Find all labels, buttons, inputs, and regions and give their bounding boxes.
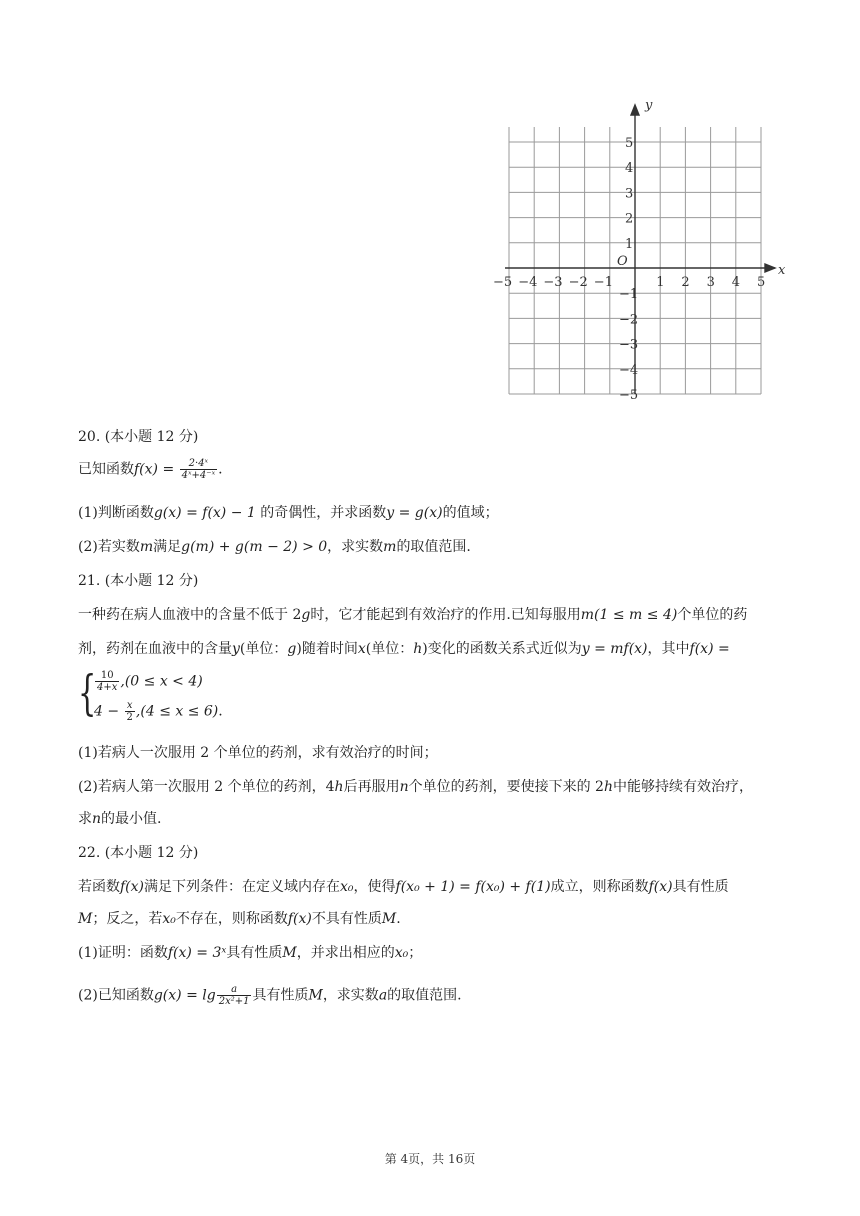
q22-p2-text-4: 的取值范围. [387, 987, 462, 1004]
q21-piece2-cond: ,(4 ≤ x ≤ 6) [135, 703, 219, 720]
q21-p1-text: (1)若病人一次服用 2 个单位的药剂，求有效治疗的时间； [78, 745, 438, 761]
y-axis-label: y [645, 98, 653, 113]
q20-p2-math-m: m [139, 539, 154, 555]
q20-p2-math-ineq: g(m) + g(m − 2) > 0 [181, 539, 328, 555]
q21-part-2-cont [78, 808, 798, 830]
q22-p1-math-f: f(x) = 3ˣ [167, 945, 227, 961]
q22-heading: 22. (本小题 12 分) [78, 845, 199, 861]
q20-intro-suffix: . [218, 461, 223, 478]
y-tick-label: −3 [619, 337, 639, 353]
q21-piece2-num: x [125, 700, 135, 712]
x-tick-label: −4 [518, 275, 538, 290]
origin-label: O [617, 254, 628, 269]
question-21 [78, 570, 798, 592]
q22-p1-text-3: ，并求出相应的 [296, 945, 395, 961]
y-tick-label: 2 [625, 211, 634, 227]
q22-l2-text-3: 不具有性质 [311, 911, 382, 927]
q21-l1-text: 一种药在病人血液中的含量不低于 2 [78, 607, 302, 623]
piecewise-brace-icon: { [78, 665, 97, 721]
q20-frac-den: 4ˣ+4⁻ˣ [181, 470, 216, 481]
q22-l2-math-M: M [78, 911, 93, 927]
q21-l2-text-3: )随着时间 [296, 641, 358, 657]
q22-p1-math-x0: x₀ [394, 945, 409, 961]
y-tick-label: −1 [619, 287, 639, 303]
y-tick-label: 1 [625, 236, 634, 252]
q22-p2-math-M: M [308, 987, 323, 1004]
q20-p1-text-3: 的值域； [442, 505, 499, 521]
q21-p2-unit-h2: h [603, 779, 613, 795]
q21-l2-math-x: x [357, 641, 366, 657]
q20-part-1 [78, 502, 798, 524]
y-tick-label: 3 [625, 186, 634, 202]
q22-p2-math-a: a [378, 987, 388, 1004]
q22-l1-text-3: ，使得 [353, 879, 396, 895]
x-tick-label: 1 [656, 275, 665, 290]
y-tick-label: −5 [619, 388, 639, 403]
q20-p2-text: (2)若实数 [78, 539, 140, 555]
q21-p2-text: (2)若病人第一次服用 2 个单位的药剂，4 [78, 779, 335, 795]
page-footer: 第 4页，共 16页 [384, 1152, 476, 1166]
x-tick-label: −3 [543, 275, 563, 290]
x-tick-label: 2 [681, 275, 690, 290]
q21-p2-text-4: 中能够持续有效治疗， [613, 779, 753, 795]
q22-part-2 [78, 984, 798, 1007]
q22-p2-text-2: 具有性质 [252, 987, 309, 1004]
q22-l1-math-x0: x₀ [340, 879, 354, 895]
q21-l1-unit-g: g [301, 607, 311, 623]
q21-piece-2 [94, 700, 223, 723]
q21-l2-math-fx: f(x) = [689, 641, 730, 657]
q22-p1-text: (1)证明：函数 [78, 945, 168, 961]
q20-p2-text-2: 满足 [153, 539, 182, 555]
q21-piece2-a: 4 − [94, 703, 124, 720]
y-tick-label: −2 [619, 312, 639, 328]
q21-p2-text-3: 个单位的药剂，要使接下来的 2 [408, 779, 604, 795]
q22-l2-math-x0: x₀ [162, 911, 176, 927]
q22-l2-text-4: . [396, 911, 401, 927]
q21-l1-text-3: 个单位的药 [677, 607, 748, 623]
q21-part-2 [78, 776, 798, 798]
q22-l1-text-4: 成立，则称函数 [550, 879, 649, 895]
q21-piece-1 [94, 670, 203, 693]
q21-l2-text-4: (单位： [365, 641, 414, 657]
q22-l1-math-fx: f(x) [120, 879, 145, 895]
q21-l2-text-5: )变化的函数关系式近似为 [422, 641, 582, 657]
q21-p2-text-2: 后再服用 [343, 779, 400, 795]
q21-heading: 21. (本小题 12 分) [78, 573, 199, 589]
q21-piece-end: . [218, 703, 223, 720]
q22-p2-text: (2)已知函数 [78, 987, 154, 1004]
q21-l2-math-ymf: y = mf(x) [581, 641, 648, 657]
q21-piece1-den: 4+x [97, 682, 118, 693]
q21-l2-text-6: ，其中 [647, 641, 690, 657]
q22-p1-text-4: ； [408, 945, 423, 961]
y-tick-label: 4 [625, 161, 634, 177]
q20-intro [78, 458, 798, 481]
q21-l2-math-y: y [232, 641, 240, 657]
q21-p2-text-6: 的最小值. [101, 811, 162, 827]
q21-piece2-den: 2 [126, 712, 133, 723]
q22-l1-text-5: 具有性质 [672, 879, 729, 895]
q22-l2-text-2: 不存在，则称函数 [175, 911, 288, 927]
x-tick-label: 4 [731, 275, 741, 290]
y-tick-label: 5 [625, 136, 634, 151]
x-axis-label: x [778, 263, 786, 278]
q21-piece1-cond: ,(0 ≤ x < 4) [120, 673, 203, 690]
q20-intro-prefix: 已知函数 [78, 461, 134, 478]
q21-l1-math-m: m(1 ≤ m ≤ 4) [580, 607, 678, 623]
x-tick-label: 5 [757, 275, 766, 290]
q20-p1-math-y: y = g(x) [386, 505, 443, 521]
q22-l2-math-M2: M [381, 911, 397, 927]
q20-p1-text-2: 的奇偶性，并求函数 [255, 505, 387, 521]
q20-p2-math-m2: m [383, 539, 397, 555]
q22-l1-math-eq: f(x₀ + 1) = f(x₀) + f(1) [395, 879, 551, 895]
q22-l2-math-fx: f(x) [287, 911, 312, 927]
q20-fraction [180, 458, 217, 481]
question-22 [78, 842, 798, 864]
q21-line-1 [78, 604, 798, 626]
q21-p2-unit-h: h [334, 779, 344, 795]
q22-line-1 [78, 876, 798, 898]
q20-heading: 20. (本小题 12 分) [78, 429, 199, 445]
q21-l2-unit-h: h [413, 641, 423, 657]
q21-line-2 [78, 638, 798, 660]
q21-l1-text-2: 时，它才能起到有效治疗的作用.已知每服用 [310, 607, 581, 623]
q22-p1-math-M: M [282, 945, 297, 961]
q20-p2-text-4: 的取值范围. [396, 539, 471, 555]
q20-part-2 [78, 536, 798, 558]
q22-p2-text-3: ，求实数 [322, 987, 379, 1004]
coordinate-grid-svg [490, 95, 790, 403]
q22-l2-text: ；反之，若 [92, 911, 163, 927]
q21-p2-math-n: n [399, 779, 409, 795]
y-axis-arrow-icon [631, 105, 639, 115]
q20-fx: f(x) = [134, 461, 179, 478]
q22-l1-text: 若函数 [78, 879, 120, 895]
q21-l2-unit-g: g [287, 641, 297, 657]
x-tick-label: −1 [593, 275, 613, 290]
y-tick-label: −4 [619, 362, 639, 378]
coordinate-grid-figure [490, 95, 790, 403]
x-axis-arrow-icon [765, 264, 775, 272]
x-tick-label: −2 [568, 275, 588, 290]
question-20 [78, 426, 798, 448]
q22-p1-text-2: 具有性质 [226, 945, 283, 961]
q21-piece1-num: 10 [95, 670, 119, 682]
q22-l1-text-2: 满足下列条件：在定义域内存在 [144, 879, 341, 895]
x-tick-label: 3 [706, 275, 715, 290]
q20-p1-text: (1)判断函数 [78, 505, 154, 521]
q21-l2-text-2: (单位： [239, 641, 288, 657]
q22-part-1 [78, 942, 798, 964]
q21-l2-text: 剂，药剂在血液中的含量 [78, 641, 232, 657]
q22-p2-frac-num: a [217, 984, 252, 996]
q20-p1-math-g: g(x) = f(x) − 1 [153, 505, 256, 521]
q21-p2-text-5: 求 [78, 811, 92, 827]
q21-p2-math-n2: n [92, 811, 102, 827]
q20-p2-text-3: ，求实数 [327, 539, 384, 555]
q22-p2-frac-den: 2x²+1 [218, 996, 250, 1007]
q20-frac-num: 2·4ˣ [180, 458, 217, 470]
q22-p2-math-g: g(x) = lg [153, 987, 216, 1004]
q22-l1-math-fx2: f(x) [648, 879, 673, 895]
q21-part-1 [78, 742, 798, 764]
x-tick-label: −5 [493, 275, 513, 290]
q22-line-2 [78, 908, 798, 930]
